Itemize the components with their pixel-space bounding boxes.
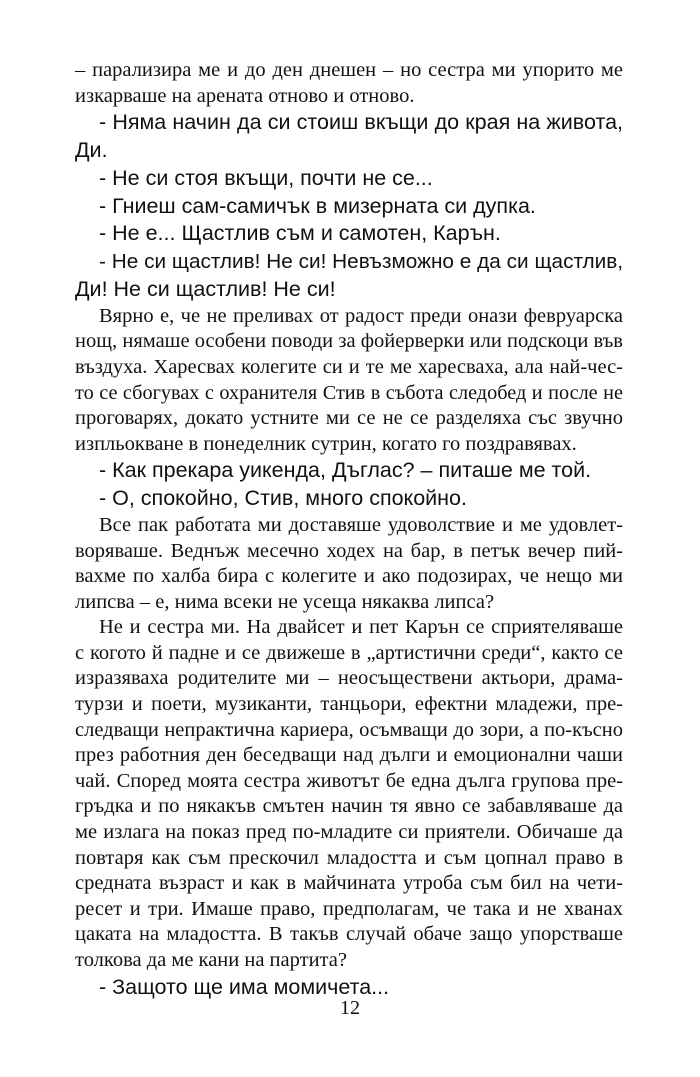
dialogue-line: - Не е... Щастлив съм и самотен, Карън. (99, 221, 501, 246)
dialogue-line: - Не си щастлив! Не си! Невъзможно е да си щастлив, (99, 250, 623, 274)
dialogue-line: - Гниеш сам-самичък в мизерната си дупка. (99, 193, 536, 218)
text-line: повтаря как съм прескочил младостта и съм цопнал право в (75, 846, 623, 869)
text-line: Все пак работата ми доставяше удоволствие и ме удовлет- (99, 513, 623, 536)
text-line: цаката на младостта. В такъв случай обаче защо упорстваше (75, 923, 623, 946)
text-line: вахме по халба бира с колегите и ако подозирах, че нещо ми (75, 565, 623, 588)
page-number: 12 (340, 997, 360, 1019)
text-line: Вярно е, че не преливах от радост преди онази февруарска (99, 304, 623, 327)
text-line: през работния ден беседващи над дълги и емоционални чаши (75, 744, 623, 767)
dialogue-line: - О, спокойно, Стив, много спокойно. (99, 486, 467, 511)
text-line: гръдка и по някакъв смътен начин тя явно се забавляваше да (75, 795, 623, 818)
text-line: нощ, нямаше особени поводи за фойерверки или подскоци във (75, 330, 623, 353)
text-line: Не и сестра ми. На двайсет и пет Карън се сприятеляваше (99, 616, 623, 639)
dialogue-line: Ди! Не си щастлив! Не си! (75, 276, 336, 301)
text-line: ресет и три. Имаше право, предполагам, че така и не хванах (75, 897, 623, 920)
text-line: изразяваха родителите ми – неосъществени актьори, драма- (75, 667, 623, 690)
text-line: следващи непрактична кариера, осъмващи до зори, а по-късно (75, 718, 623, 741)
dialogue-line: Ди. (75, 137, 108, 162)
text-line: турзи и поети, музиканти, танцьори, ефектни младежи, пре- (75, 693, 623, 716)
text-line: изпльокване в понеделник сутрин, когато го поздравявах. (75, 432, 577, 455)
dialogue-line: - Няма начин да си стоиш вкъщи до края на живота, (99, 110, 623, 135)
dialogue-line: - Защото ще има момичета... (99, 974, 390, 999)
text-line: с когото й падне и се движеше в „артистични среди“, както се (75, 641, 623, 664)
text-line: чай. Според моята сестра животът бе една дълга групова пре- (75, 769, 623, 792)
text-line: изкарваше на арената отново и отново. (75, 84, 415, 107)
text-line: толкова да ме кани на партита? (75, 949, 347, 972)
text-line: липсва – е, нима всеки не усеща някаква липса? (75, 590, 495, 613)
text-line: воряваше. Веднъж месечно ходех на бар, в петък вечер пий- (75, 539, 623, 562)
text-line: то се сбогувах с охранителя Стив в събота следобед и после не (75, 381, 623, 404)
text-line: ме излага на показ пред по-младите си приятели. Обичаше да (75, 821, 623, 844)
text-line: въздуха. Харесвах колегите си и те ме харесваха, ала най-чес- (75, 355, 623, 378)
text-line: проговарях, докато устните ми се не се разделяха със звучно (75, 407, 623, 430)
dialogue-line: - Как прекара уикенда, Дъглас? – питаше ме той. (99, 458, 592, 483)
text-line: средната възраст и как в майчината утроба съм бил на чети- (75, 872, 623, 895)
dialogue-line: - Не си стоя вкъщи, почти не се... (99, 165, 433, 190)
text-line: – парализира ме и до ден днешен – но сестра ми упорито ме (75, 59, 623, 81)
book-page-text (75, 58, 623, 1001)
